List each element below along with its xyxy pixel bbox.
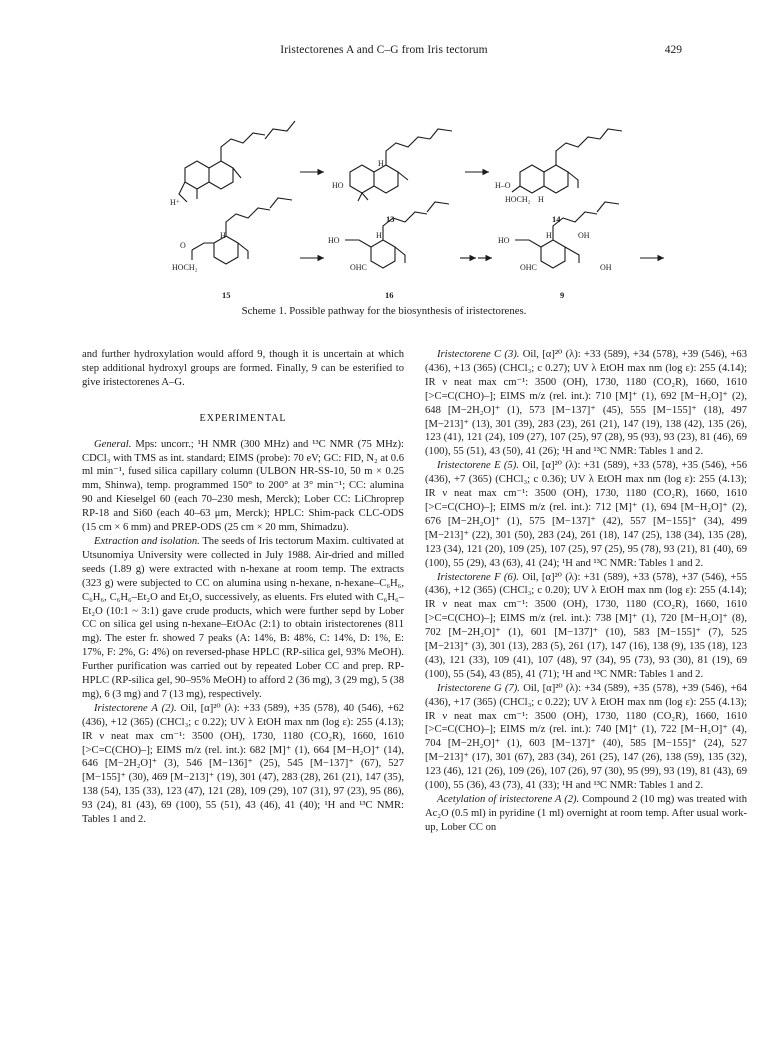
label-9-ho: HO — [498, 236, 510, 245]
left-column — [82, 348, 404, 827]
intro-paragraph: and further hydroxylation would afford 9, though it is uncertain at which step additional hydroxyl groups are formed. Finally, 9 can be esterified to give iristectorenes A–G. — [82, 349, 404, 388]
structure-precursor — [179, 121, 295, 202]
structure-9 — [515, 202, 619, 268]
compound-number-15: 15 — [222, 290, 231, 300]
compound-a-text: Oil, [α]²⁰ (λ): +33 (589), +35 (578), 40 (546), +62 (436), +12 (365) (CHCl₃; c 0.22); UV λ EtOH max nm (log ε): 255 (4.13); IR ν neat max cm⁻¹: 3500 (OH), 1730, 1180 (CO₂R), 1660, 1610 [>C=C(CHO)–]; EIMS m/z (rel. int.): 682 [M]⁺ (1), 664 [M−H₂O]⁺ (14), 646 [M−2H₂O]⁺ (3), 546 [M−136]⁺ (25), 545 [M−137]⁺ (67), 527 [M−155]⁺ (30), 469 [M−213]⁺ (19), 301 (47), 283 (28), 261 (21), 147 (35), 138 (54), 135 (33), 123 (47), 121 (28), 109 (29), 107 (31), 97 (23), 95 (86), 93 (24), 81 (43), 69 (100), 55 (51), 43 (46), 41 (40); ¹H and ¹³C NMR: Tables 1 and 2. — [82, 702, 405, 826]
label-15-h: H — [220, 231, 226, 240]
compound-g-paragraph — [425, 682, 747, 793]
label-16-h: H — [376, 231, 382, 240]
label-9-ohc: OHC — [520, 263, 537, 272]
acetylation-paragraph — [425, 793, 747, 835]
compound-c-text: Oil, [α]²⁰ (λ): +33 (589), +34 (578), +39 (546), +63 (436), +13 (365) (CHCl₃; c 0.27); UV λ EtOH max nm (log ε): 255 (4.14); IR ν neat max cm⁻¹: 3500 (OH), 1730, 1180 (CO₂R), 1660, 1610 [>C=C(CHO)–]; EIMS m/z (rel. int.): 710 [M]⁺ (1), 692 [M−H₂O]⁺ (2), 648 [M−2H₂O]⁺ (1), 573 [M−137]⁺ (45), 555 [M−155]⁺ (18), 497 [M−213]⁺ (13), 301 (39), 283 (23), 261 (21), 147 (19), 138 (42), 135 (26), 123 (41), 121 (24), 109 (27), 107 (25), 97 (28), 95 (93), 93 (23), 81 (46), 69 (100), 55 (51), 43 (50), 41 (26); ¹H and ¹³C NMR: Tables 1 and 2. — [425, 349, 747, 458]
compound-f-lead: Iristectorene F (6). — [437, 571, 519, 583]
compound-e-text: Oil, [α]²⁰ (λ): +31 (589), +33 (578), +35 (546), +56 (436), +7 (365) (CHCl₃; c 0.36); UV λ EtOH max nm (log ε): 255 (4.13); IR ν neat max cm⁻¹: 3500 (OH), 1730, 1180 (CO₂R), 1660, 1610 [>C=C(CHO)–]; EIMS m/z (rel. int.): 712 [M]⁺ (1), 694 [M−H₂O]⁺ (2), 676 [M−2H₂O]⁺ (1), 575 [M−137]⁺ (42), 557 [M−155]⁺ (34), 499 [M−213]⁺ (22), 301 (50), 283 (24), 261 (18), 147 (25), 138 (34), 135 (28), 123 (34), 121 (20), 109 (25), 107 (25), 97 (25), 95 (78), 93 (21), 81 (40), 69 (100), 55 (29), 43 (63), 41 (24); ¹H and ¹³C NMR: Tables 1 and 2. — [425, 460, 747, 569]
compound-c-lead: Iristectorene C (3). — [437, 349, 520, 360]
page-number: 429 — [664, 44, 682, 56]
label-16-ho: HO — [328, 236, 340, 245]
running-head-title: Iristectorenes A and C–G from Iris tectorum — [280, 44, 488, 56]
compound-number-14: 14 — [552, 214, 561, 224]
compound-number-16: 16 — [385, 290, 394, 300]
compound-g-lead: Iristectorene G (7). — [437, 682, 520, 694]
label-13-ho: HO — [332, 181, 344, 190]
compound-f-text: Oil, [α]²⁰ (λ): +31 (589), +33 (578), +37 (546), +55 (436), +12 (365) (CHCl₃; c 0.20); UV λ EtOH max nm (log ε): 255 (4.14); IR ν neat max cm⁻¹: 3500 (OH), 1730, 1180 (CO₂R), 1660, 1610 [>C=C(CHO)–]; EIMS m/z (rel. int.): 738 [M]⁺ (1), 720 [M−H₂O]⁺ (8), 702 [M−2H₂O]⁺ (1), 601 [M−137]⁺ (10), 583 [M−155]⁺ (7), 525 [M−213]⁺ (3), 301 (13), 283 (5), 261 (17), 147 (16), 138 (9), 135 (18), 123 (43), 121 (33), 109 (41), 107 (48), 97 (34), 95 (73), 93 (30), 81 (19), 69 (100), 55 (54), 43 (85), 41 (71); ¹H and ¹³C NMR: Tables 1 and 2. — [425, 571, 747, 680]
label-14-hoch2: HOCH₂ — [505, 195, 531, 204]
compound-g-text: Oil, [α]²⁰ (λ): +34 (589), +35 (578), +39 (546), +64 (436), +17 (365) (CHCl₃; c 0.22); UV λ EtOH max nm (log ε): 255 (4.13); IR ν neat max cm⁻¹: 3500 (OH), 1730, 1180 (CO₂R), 1660, 1610 [>C=C(CHO)–]; EIMS m/z (rel. int.): 740 [M]⁺ (1), 722 [M−H₂O]⁺ (4), 704 [M−2H₂O]⁺ (1), 603 [M−137]⁺ (40), 585 [M−155]⁺ (24), 527 [M−213]⁺ (17), 301 (67), 283 (34), 261 (25), 147 (26), 138 (59), 135 (32), 123 (46), 121 (26), 109 (26), 107 (26), 97 (30), 95 (99), 93 (19), 81 (43), 69 (100), 55 (36), 43 (73), 41 (33); ¹H and ¹³C NMR: Tables 1 and 2. — [425, 682, 747, 792]
compound-c-paragraph — [425, 348, 747, 459]
structure-15 — [192, 198, 292, 264]
compound-number-9: 9 — [560, 290, 565, 300]
label-14-ho: H–O — [495, 181, 511, 190]
running-head — [0, 44, 768, 56]
extraction-lead: Extraction and isolation. — [94, 535, 200, 547]
general-paragraph — [82, 438, 404, 535]
compound-e-paragraph — [425, 459, 747, 570]
extraction-text: The seeds of Iris tectorum Maxim. cultivated at Utsunomiya University were collected in July 1988. Air-dried and milled seeds (1.89 g) were extracted with n-hexane at room temp. The extracts (323 g) were subjected to CC on alumina using n-hexane, n-hexane–C₆H₆, C₆H₆, C₆H₆–Et₂O and Et₂O, successively, as eluents. Frs eluted with C₆H₆–Et₂O (10:1 ~ 3:1) gave crude products, which were further sepd by Lober CC on silica gel using n-hexane–EtOAc (2:1) to obtain iristectorenes (811 mg). The ester fr. showed 7 peaks (A: 14%, B: 48%, C: 14%, D: 1%, E: 17%, F: 2%, G: 4%) on reversed-phase HPLC (RP-silica gel, 93% MeOH). Further purification was carried out by repeated Lober CC and prep. RP-HPLC (RP-silica gel, 90–95% MeOH) to afford 2 (36 mg), 3 (29 mg), 5 (38 mg), 6 (3 mg) and 7 (13 mg), respectively. — [82, 535, 404, 700]
label-9-oh-2: OH — [600, 263, 612, 272]
label-13-h: H — [378, 159, 384, 168]
structure-16 — [345, 202, 449, 268]
scheme-caption: Scheme 1. Possible pathway for the biosynthesis of iristectorenes. — [241, 305, 527, 317]
label-9-oh-1: OH — [578, 231, 590, 240]
extraction-paragraph — [82, 535, 404, 702]
general-lead: General. — [94, 438, 132, 450]
label-h-plus: H⁺ — [170, 198, 180, 207]
label-9-h: H — [546, 231, 552, 240]
section-heading: EXPERIMENTAL — [199, 412, 287, 424]
compound-a-lead: Iristectorene A (2). — [94, 702, 177, 714]
right-column — [425, 348, 747, 835]
label-15-o: O — [180, 241, 186, 250]
structure-13 — [350, 129, 452, 201]
compound-number-13: 13 — [386, 214, 395, 224]
structure-14 — [512, 129, 622, 193]
biosynthesis-scheme — [160, 110, 700, 315]
label-14-h: H — [538, 195, 544, 204]
general-text: Mps: uncorr.; ¹H NMR (300 MHz) and ¹³C NMR (75 MHz): CDCl₃ with TMS as int. standard; EIMS (probe): 70 eV; GC: FID, N₂ at 0.6 ml min⁻¹, fused silica capillary column (ULBON HR-SS-10, 50 m × 0.25 mm, Shinwa), temp. programmed 150° to 200° at 3° min⁻¹; CC: alumina 90 and Kieselgel 60 (each 70–230 mesh, Merck); Lober CC: LiChroprep RP-18 and Si60 (each 40–63 μm, Merck); HPLC: Shim-pack CLC-ODS (15 cm × 6 mm) and PREP-ODS (25 cm × 20 mm, Shimadzu). — [82, 438, 404, 534]
acetylation-lead: Acetylation of iristectorene A (2). — [437, 794, 580, 805]
compound-f-paragraph — [425, 571, 747, 682]
compound-a-paragraph — [82, 702, 404, 827]
acetylation-text: Compound 2 (10 mg) was treated with Ac₂O (0.5 ml) in pyridine (1 ml) overnight at room temp. After usual work-up, Lober CC on — [425, 794, 747, 833]
compound-e-lead: Iristectorene E (5). — [437, 460, 519, 472]
scheme-drawing — [160, 110, 700, 315]
label-16-ohc: OHC — [350, 263, 367, 272]
label-15-hoch2: HOCH₂ — [172, 263, 198, 272]
